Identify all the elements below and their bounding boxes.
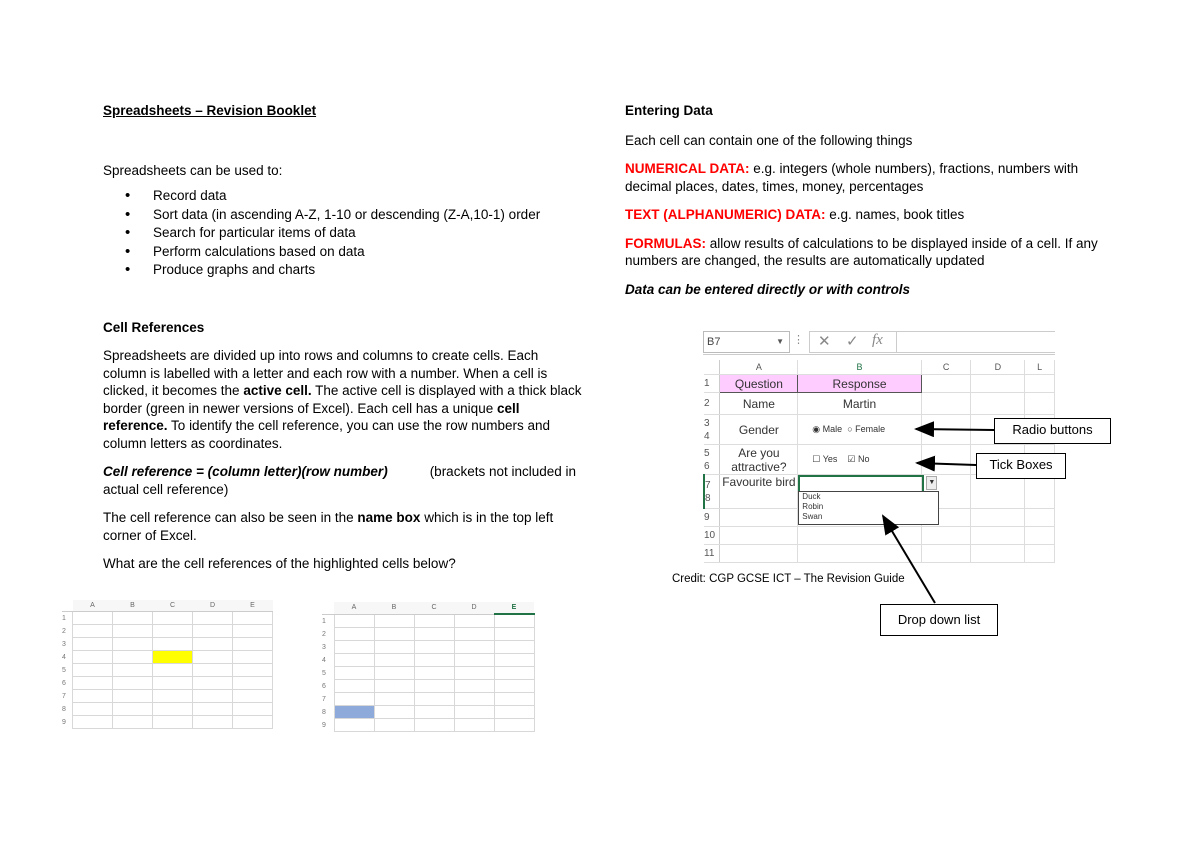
column-header[interactable]: D (193, 600, 233, 612)
radio-button-male[interactable]: ◉ Male (812, 424, 843, 434)
column-header[interactable]: B (798, 360, 922, 375)
row-header[interactable]: 1 (322, 617, 326, 625)
radio-button-female[interactable]: ○ Female (847, 424, 886, 434)
row-header[interactable]: 8 (322, 708, 326, 716)
column-header[interactable]: A (720, 360, 798, 375)
column-header[interactable]: B (374, 602, 414, 614)
row-header[interactable]: 2 (704, 393, 720, 415)
row-header[interactable]: 7 (62, 692, 66, 700)
numerical-data-paragraph: NUMERICAL DATA: e.g. integers (whole numbers), fractions, numbers with decimal places, dates, times, money, percentages (625, 161, 1079, 194)
confirm-icon[interactable]: ✓ (846, 333, 859, 350)
column-header-active[interactable]: E (494, 602, 534, 614)
cell-references-heading: Cell References (103, 319, 205, 335)
drop-down-list-callout: Drop down list (880, 604, 998, 636)
column-header[interactable]: A (73, 600, 113, 612)
row-header[interactable]: 9 (322, 721, 326, 729)
row-header[interactable]: 3 4 (704, 415, 720, 445)
column-header[interactable]: B (113, 600, 153, 612)
entering-data-intro: Each cell can contain one of the following things (625, 132, 913, 148)
row-header[interactable]: 4 (322, 656, 326, 664)
row-header[interactable]: 6 (62, 679, 66, 687)
row-header[interactable]: 3 (62, 640, 66, 648)
list-item[interactable]: Swan (802, 512, 823, 521)
question-header-cell[interactable]: Question (720, 375, 798, 393)
cell-references-paragraph: Spreadsheets are divided up into rows and columns to create cells. Each column is labelled with a letter and each row with a number. When a cell is clicked, it becomes the active cell. The active cell is displayed with a thick black border (green in newer versions of Excel). Each cell has a unique cell reference. To identify the cell reference, you can use the row numbers and column letters as coordinates. (103, 348, 582, 451)
column-header[interactable]: D (454, 602, 494, 614)
column-header[interactable]: C (414, 602, 454, 614)
column-header[interactable]: D (971, 360, 1025, 375)
row-header[interactable]: 7 (322, 695, 326, 703)
row-header[interactable]: 8 (62, 705, 66, 713)
column-header[interactable]: E (233, 600, 273, 612)
cancel-icon[interactable]: ✕ (818, 333, 831, 350)
formula-rule: Cell reference = (column letter)(row number) (brackets not included in actual cell reference) (103, 464, 577, 497)
controls-note: Data can be entered directly or with controls (625, 281, 911, 297)
name-value-cell[interactable]: Martin (798, 393, 922, 415)
list-item[interactable]: Robin (802, 502, 824, 511)
list-item: • Perform calculations based on data (153, 243, 583, 262)
row-header[interactable]: 2 (62, 627, 66, 635)
column-header[interactable]: L (1025, 360, 1055, 375)
attractive-label-cell[interactable]: Are you attractive? (720, 445, 798, 475)
name-label-cell[interactable]: Name (720, 393, 798, 415)
list-item[interactable]: Duck (802, 492, 821, 501)
column-header[interactable]: A (334, 602, 374, 614)
question-text: What are the cell references of the highlighted cells below? (103, 556, 456, 571)
row-header[interactable]: 5 (322, 669, 326, 677)
column-header[interactable]: C (921, 360, 971, 375)
entering-data-heading: Entering Data (625, 103, 713, 118)
response-header-cell[interactable]: Response (798, 375, 922, 393)
name-box[interactable]: B7 ▼ (703, 331, 790, 353)
list-item: • Produce graphs and charts (153, 261, 583, 280)
page-title: Spreadsheets – Revision Booklet (103, 103, 317, 118)
radio-buttons-callout: Radio buttons (994, 418, 1111, 444)
tick-arrow (917, 463, 976, 465)
row-header[interactable]: 6 (322, 682, 326, 690)
row-header[interactable]: 5 6 (704, 445, 720, 475)
uses-intro: Spreadsheets can be used to: (103, 162, 283, 178)
credit-text: Credit: CGP GCSE ICT – The Revision Guide (672, 573, 905, 585)
row-header[interactable]: 3 (322, 643, 326, 651)
row-header[interactable]: 4 (62, 653, 66, 661)
function-icon[interactable]: fx (872, 332, 883, 348)
row-header[interactable]: 1 (704, 375, 720, 393)
list-item: • Search for particular items of data (153, 224, 583, 243)
row-header[interactable]: 5 (62, 666, 66, 674)
row-header[interactable]: 9 (62, 718, 66, 726)
row-header[interactable]: 11 (704, 545, 720, 563)
chevron-down-icon[interactable]: ▼ (926, 476, 937, 490)
row-header[interactable]: 10 (704, 527, 720, 545)
tick-boxes-callout: Tick Boxes (976, 453, 1066, 479)
bird-label-cell[interactable]: Favourite bird (720, 475, 798, 509)
namebox-paragraph: The cell reference can also be seen in the name box which is in the top left corner of Excel. (103, 510, 554, 543)
row-header[interactable]: 1 (62, 614, 66, 622)
dropdown-arrow (883, 516, 935, 603)
checkbox-yes[interactable]: ☐ Yes (812, 454, 838, 464)
checkbox-no[interactable]: ☑ No (847, 454, 870, 464)
row-header[interactable]: 7 8 (704, 475, 720, 509)
gender-label-cell[interactable]: Gender (720, 415, 798, 445)
radio-arrow (916, 429, 994, 430)
list-item: • Sort data (in ascending A-Z, 1-10 or descending (Z-A,10-1) order (153, 206, 583, 225)
row-header[interactable]: 2 (322, 630, 326, 638)
row-header[interactable]: 9 (704, 509, 720, 527)
dots-icon: ⋮ (793, 334, 804, 346)
chevron-down-icon[interactable]: ▼ (776, 337, 784, 346)
list-item: • Record data (153, 187, 583, 206)
column-header[interactable]: C (153, 600, 193, 612)
formulas-paragraph: FORMULAS: allow results of calculations to be displayed inside of a cell. If any numbers are changed, the results are automatically updated (625, 235, 1098, 268)
text-data-paragraph: TEXT (ALPHANUMERIC) DATA: e.g. names, book titles (625, 207, 965, 222)
